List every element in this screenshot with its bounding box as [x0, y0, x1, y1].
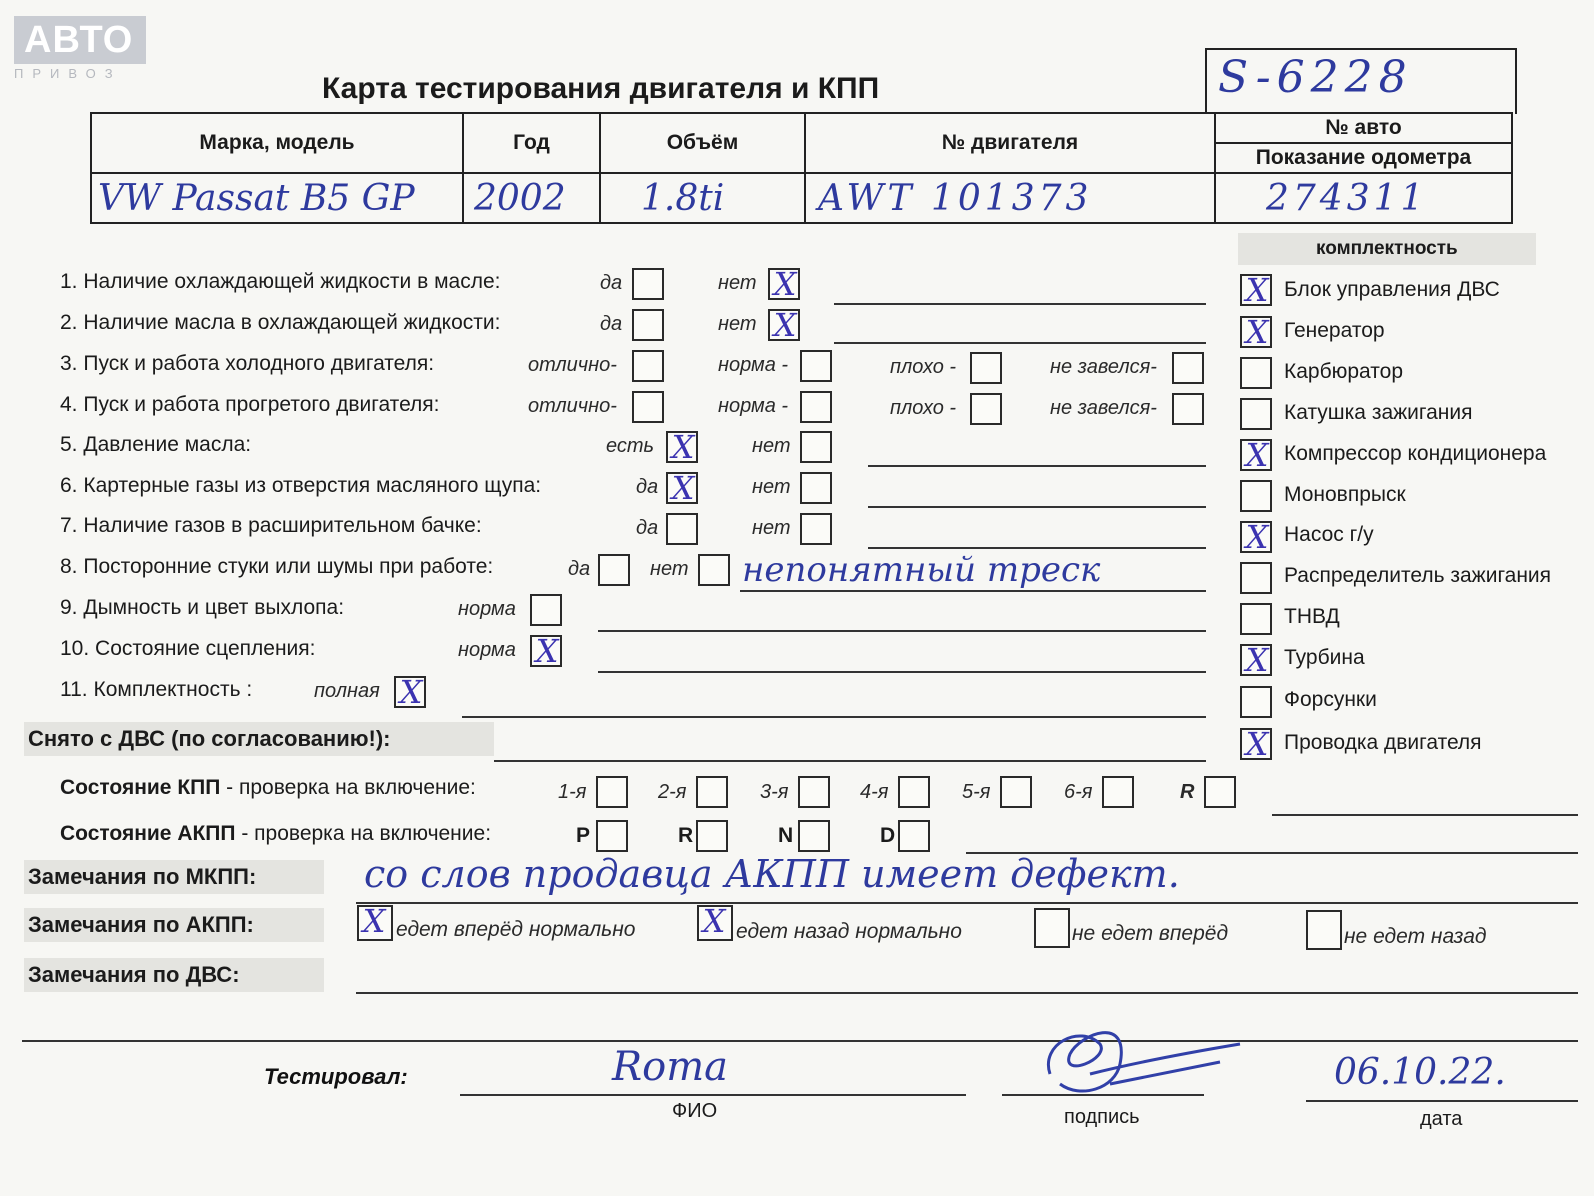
item7-da-checkbox[interactable]	[666, 513, 698, 545]
opt-ploho-label: плохо -	[890, 356, 957, 378]
item-9	[60, 596, 344, 620]
item-8	[60, 555, 493, 579]
gear-2-checkbox[interactable]	[696, 776, 728, 808]
date-line[interactable]	[1306, 1100, 1578, 1102]
date-label: дата	[1420, 1108, 1463, 1130]
gear-4-checkbox[interactable]	[898, 776, 930, 808]
item-text: Состояние сцепления:	[95, 637, 316, 660]
item3-ploho-checkbox[interactable]	[970, 352, 1002, 384]
check-mark: X	[702, 902, 726, 940]
complete-injectors-label: Форсунки	[1284, 688, 1377, 711]
akpp-d-label: D	[880, 824, 896, 847]
kpp-label	[60, 776, 476, 800]
item8-da-checkbox[interactable]	[598, 554, 630, 586]
opt-da-label: да	[568, 558, 591, 580]
akpp-d-checkbox[interactable]	[898, 820, 930, 852]
item-5	[60, 433, 251, 457]
mkpp-remarks-label: Замечания по МКПП:	[28, 864, 257, 889]
item-number: 9.	[60, 596, 78, 619]
opt-ne-zavelsya-label: не завелся-	[1050, 397, 1157, 419]
complete-ac-compressor-checkbox[interactable]	[1240, 436, 1272, 474]
check-mark: X	[773, 265, 797, 303]
item7-net-checkbox[interactable]	[800, 513, 832, 545]
check-mark: X	[773, 306, 797, 344]
item1-net-checkbox[interactable]	[768, 265, 800, 303]
odometer-value: 274311	[1266, 177, 1428, 219]
akpp-reverse-ok-checkbox[interactable]	[697, 902, 733, 941]
item-text: Пуск и работа прогретого двигателя:	[83, 393, 440, 416]
check-mark: X	[671, 469, 695, 507]
akpp-no-forward-checkbox[interactable]	[1034, 908, 1070, 948]
complete-distributor-label: Распределитель зажигания	[1284, 564, 1552, 587]
mkpp-remarks-value: со слов продавца АКПП имеет дефект.	[364, 852, 1180, 896]
akpp-forward-ok-checkbox[interactable]	[357, 902, 393, 941]
opt-norma-label: норма -	[718, 395, 789, 417]
item2-da-checkbox[interactable]	[632, 309, 664, 341]
gear-r-checkbox[interactable]	[1204, 776, 1236, 808]
item3-ne-zavelsya-checkbox[interactable]	[1172, 352, 1204, 384]
item-text: Давление масла:	[83, 433, 252, 456]
opt-norma-label: норма	[458, 598, 516, 620]
opt-norma-label: норма	[458, 639, 516, 661]
opt-net-label: нет	[718, 313, 757, 335]
item3-norma-checkbox[interactable]	[800, 350, 832, 382]
check-mark: X	[1245, 725, 1269, 763]
check-mark: X	[1245, 518, 1269, 556]
opt-otlichno-label: отлично-	[528, 354, 617, 376]
item-number: 7.	[60, 514, 78, 537]
complete-ecu-checkbox[interactable]	[1240, 271, 1272, 309]
opt-da-label: да	[600, 313, 623, 335]
akpp-forward-ok-label: едет вперёд нормально	[396, 918, 636, 941]
item-1	[60, 270, 500, 294]
check-mark: X	[399, 673, 423, 711]
gear-6-label: 6-я	[1064, 781, 1093, 803]
logo-main: АВТО	[14, 16, 146, 64]
completeness-title: комплектность	[1316, 238, 1458, 259]
signature-mark	[1020, 1004, 1260, 1114]
opt-ne-zavelsya-label: не завелся-	[1050, 356, 1157, 378]
gear-5-label: 5-я	[962, 781, 991, 803]
opt-net-label: нет	[650, 558, 689, 580]
auto-no-value: S-6228	[1218, 52, 1413, 103]
signature-line[interactable]	[1002, 1094, 1204, 1096]
item-text: Картерные газы из отверстия масляного щупа:	[83, 474, 542, 497]
akpp-no-reverse-checkbox[interactable]	[1306, 910, 1342, 950]
complete-ecu-label: Блок управления ДВС	[1284, 278, 1500, 301]
item-4	[60, 393, 440, 417]
item11-polnaya-checkbox[interactable]	[394, 673, 426, 711]
akpp-remarks-label: Замечания по АКПП:	[28, 912, 254, 937]
complete-monoinjection-label: Моновпрыск	[1284, 483, 1406, 506]
opt-otlichno-label: отлично-	[528, 395, 617, 417]
dvs-remarks-label: Замечания по ДВС:	[28, 962, 240, 987]
check-mark: X	[671, 428, 695, 466]
gear-6-checkbox[interactable]	[1102, 776, 1134, 808]
signature-label: подпись	[1064, 1106, 1140, 1128]
kpp-note-line[interactable]	[1272, 814, 1578, 816]
opt-da-label: да	[600, 272, 623, 294]
complete-turbo-label: Турбина	[1284, 646, 1365, 669]
fio-label: ФИО	[672, 1100, 718, 1122]
odometer-label: Показание одометра	[1255, 146, 1472, 169]
complete-carburetor-checkbox[interactable]	[1240, 357, 1272, 389]
date-value: 06.10.22.	[1334, 1052, 1506, 1093]
check-mark: X	[362, 902, 386, 940]
gear-2-label: 2-я	[658, 781, 687, 803]
item-6	[60, 474, 541, 498]
dvs-remarks-line-1[interactable]	[356, 992, 1578, 994]
opt-net-label: нет	[752, 476, 791, 498]
item4-ne-zavelsya-checkbox[interactable]	[1172, 393, 1204, 425]
item-number: 5.	[60, 433, 78, 456]
gear-1-label: 1-я	[558, 781, 587, 803]
item3-otlichno-checkbox[interactable]	[632, 350, 664, 382]
akpp-no-forward-label: не едет вперёд	[1072, 922, 1229, 945]
removed-line[interactable]	[494, 760, 1206, 762]
item5-est-checkbox[interactable]	[666, 428, 698, 466]
complete-monoinjection-checkbox[interactable]	[1240, 480, 1272, 512]
akpp-reverse-ok-label: едет назад нормально	[736, 920, 962, 943]
item8-net-checkbox[interactable]	[698, 554, 730, 586]
item9-note-line[interactable]	[598, 630, 1206, 632]
volume-label: Объём	[666, 131, 739, 154]
gear-r-label: R	[1180, 781, 1195, 803]
item8-note-line[interactable]	[740, 590, 1206, 592]
complete-distributor-checkbox[interactable]	[1240, 562, 1272, 594]
item-2	[60, 311, 500, 335]
akpp-p-label: P	[576, 824, 591, 847]
akpp-label-rest: - проверка на включение:	[235, 822, 492, 845]
item-text: Наличие масла в охлаждающей жидкости:	[83, 311, 501, 334]
logo-sub: ПРИВОЗ	[14, 66, 122, 81]
opt-net-label: нет	[752, 435, 791, 457]
fio-line[interactable]	[460, 1094, 966, 1096]
item8-note: непонятный треск	[742, 550, 1101, 590]
item-text: Комплектность :	[93, 678, 253, 701]
item4-otlichno-checkbox[interactable]	[632, 391, 664, 423]
brand-value: VW Passat B5 GP	[98, 177, 415, 219]
item-number: 3.	[60, 352, 78, 375]
item9-norma-checkbox[interactable]	[530, 594, 562, 626]
item-text: Наличие охлаждающей жидкости в масле:	[83, 270, 501, 293]
mkpp-remarks-line[interactable]	[356, 902, 1578, 904]
complete-wiring-label: Проводка двигателя	[1284, 731, 1482, 754]
check-mark: X	[535, 632, 559, 670]
complete-fuel-pump-label: ТНВД	[1284, 605, 1340, 628]
item2-net-checkbox[interactable]	[768, 306, 800, 344]
complete-ignition-coil-label: Катушка зажигания	[1284, 401, 1473, 424]
item-11	[60, 678, 252, 702]
item6-net-checkbox[interactable]	[800, 472, 832, 504]
removed-label: Снято с ДВС (по согласованию!):	[28, 726, 391, 751]
dvs-remarks-line-2[interactable]	[22, 1040, 1578, 1042]
check-mark: X	[1245, 641, 1269, 679]
item-text: Посторонние стуки или шумы при работе:	[83, 555, 494, 578]
complete-ps-pump-checkbox[interactable]	[1240, 518, 1272, 556]
item1-note-line[interactable]	[834, 303, 1206, 305]
opt-da-label: да	[636, 476, 659, 498]
item-text: Наличие газов в расширительном бачке:	[83, 514, 482, 537]
volume-value: 1.8ti	[641, 177, 725, 219]
complete-ps-pump-label: Насос г/у	[1284, 523, 1374, 546]
item-text: Пуск и работа холодного двигателя:	[83, 352, 435, 375]
auto-no-label: № авто	[1216, 114, 1511, 144]
brand-label: Марка, модель	[199, 131, 355, 154]
opt-net-label: нет	[752, 517, 791, 539]
item-number: 1.	[60, 270, 78, 293]
item-number: 2.	[60, 311, 78, 334]
complete-ac-compressor-label: Компрессор кондиционера	[1284, 442, 1547, 465]
item-3	[60, 352, 434, 376]
item4-ploho-checkbox[interactable]	[970, 393, 1002, 425]
akpp-r-checkbox[interactable]	[696, 820, 728, 852]
year-value: 2002	[474, 177, 566, 219]
engine-no-label: № двигателя	[941, 131, 1079, 154]
engine-no-value: AWT 101373	[818, 177, 1093, 219]
gear-4-label: 4-я	[860, 781, 889, 803]
complete-generator-checkbox[interactable]	[1240, 313, 1272, 351]
gear-3-checkbox[interactable]	[798, 776, 830, 808]
complete-fuel-pump-checkbox[interactable]	[1240, 603, 1272, 635]
item5-note-line[interactable]	[868, 465, 1206, 467]
item-number: 10.	[60, 637, 90, 660]
complete-generator-label: Генератор	[1284, 319, 1385, 342]
opt-net-label: нет	[718, 272, 757, 294]
page-title: Карта тестирования двигателя и КПП	[322, 72, 880, 105]
opt-ploho-label: плохо -	[890, 397, 957, 419]
akpp-n-label: N	[778, 824, 794, 847]
header-table	[90, 112, 1513, 224]
opt-polnaya-label: полная	[314, 680, 380, 702]
gear-3-label: 3-я	[760, 781, 789, 803]
item-10	[60, 637, 315, 661]
item1-da-checkbox[interactable]	[632, 268, 664, 300]
akpp-label	[60, 822, 491, 846]
akpp-p-checkbox[interactable]	[596, 820, 628, 852]
item6-da-checkbox[interactable]	[666, 469, 698, 507]
opt-da-label: да	[636, 517, 659, 539]
kpp-label-rest: - проверка на включение:	[220, 776, 476, 799]
akpp-label-bold: Состояние АКПП	[60, 822, 236, 845]
item-7	[60, 514, 482, 538]
logo	[14, 16, 146, 81]
complete-turbo-checkbox[interactable]	[1240, 641, 1272, 679]
check-mark: X	[1245, 313, 1269, 351]
item-number: 11.	[60, 678, 88, 701]
item2-note-line[interactable]	[834, 342, 1206, 344]
akpp-no-reverse-label: не едет назад	[1344, 925, 1487, 948]
complete-carburetor-label: Карбюратор	[1284, 360, 1404, 383]
tester-name: Roma	[612, 1044, 728, 1090]
item4-norma-checkbox[interactable]	[800, 391, 832, 423]
opt-est-label: есть	[606, 435, 655, 457]
complete-ignition-coil-checkbox[interactable]	[1240, 398, 1272, 430]
complete-injectors-checkbox[interactable]	[1240, 686, 1272, 718]
item-text: Дымность и цвет выхлопа:	[83, 596, 345, 619]
gear-1-checkbox[interactable]	[596, 776, 628, 808]
akpp-n-checkbox[interactable]	[798, 820, 830, 852]
kpp-label-bold: Состояние КПП	[60, 776, 221, 799]
item-number: 8.	[60, 555, 78, 578]
tested-label: Тестировал:	[264, 1064, 408, 1089]
item-number: 4.	[60, 393, 78, 416]
item5-net-checkbox[interactable]	[800, 431, 832, 463]
item-number: 6.	[60, 474, 78, 497]
item10-norma-checkbox[interactable]	[530, 632, 562, 670]
gear-5-checkbox[interactable]	[1000, 776, 1032, 808]
item11-note-line[interactable]	[462, 716, 1206, 718]
akpp-r-label: R	[678, 824, 694, 847]
item6-note-line[interactable]	[868, 506, 1206, 508]
check-mark: X	[1245, 436, 1269, 474]
check-mark: X	[1245, 271, 1269, 309]
opt-norma-label: норма -	[718, 354, 789, 376]
item10-note-line[interactable]	[598, 671, 1206, 673]
item7-note-line[interactable]	[868, 547, 1206, 549]
year-label: Год	[513, 131, 550, 154]
complete-wiring-checkbox[interactable]	[1240, 725, 1272, 763]
